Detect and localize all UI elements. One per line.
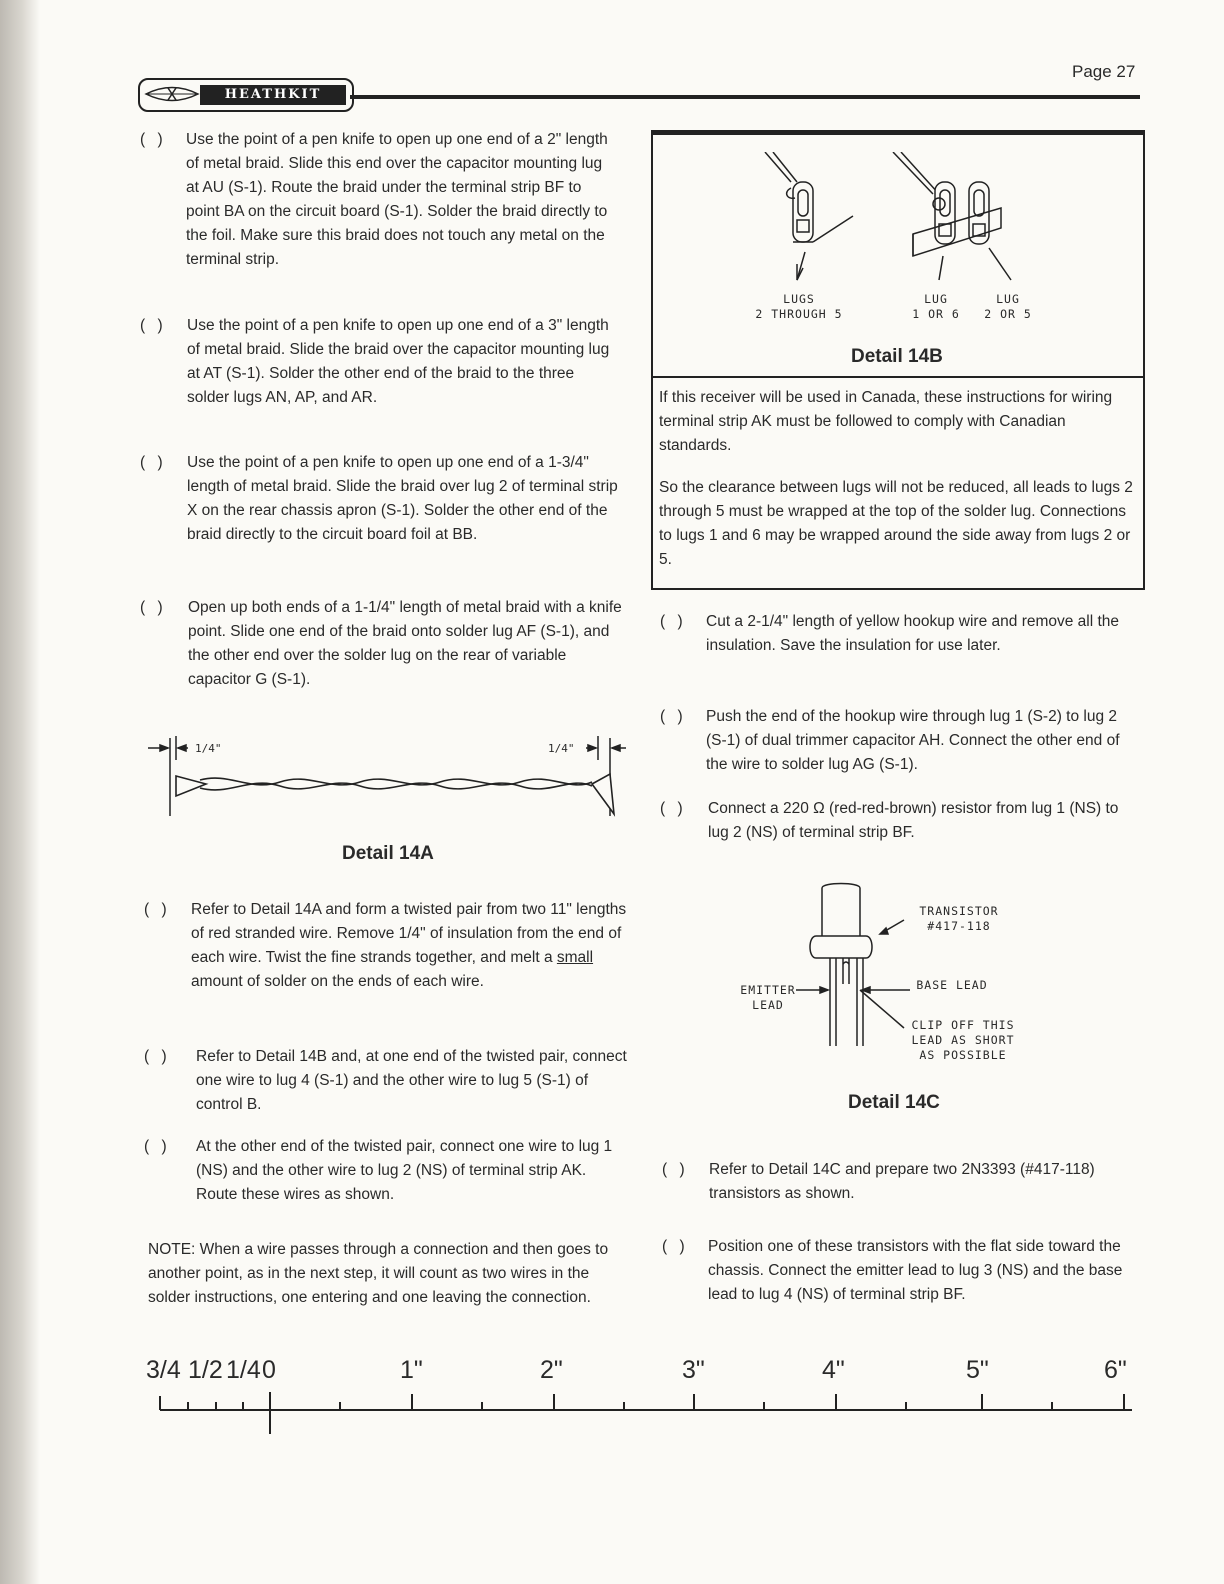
book-spine-shadow <box>0 0 40 1584</box>
page-number: Page 27 <box>1072 62 1136 81</box>
step-checkbox[interactable]: ( ) <box>144 901 167 918</box>
label-base-lead: BASE LEAD <box>916 978 988 992</box>
detail-14b-caption: Detail 14B <box>851 346 943 367</box>
step-checkbox[interactable]: ( ) <box>144 1048 167 1065</box>
step-text: Use the point of a pen knife to open up one end of a 1-3/4" length of metal braid. Slide the braid over lug 2 of terminal strip X on the rear chassis apron (S-1). Solder the other end of the braid directly to the circuit board foil at BB. <box>187 454 618 543</box>
step-checkbox[interactable]: ( ) <box>660 800 683 817</box>
step-text: At the other end of the twisted pair, connect one wire to lug 1 (NS) and the other wire to lug 2 (NS) of terminal strip AK. Route these wires as shown. <box>196 1138 613 1203</box>
step-checkbox[interactable]: ( ) <box>140 599 163 616</box>
step-text: Open up both ends of a 1-1/4" length of metal braid with a knife point. Slide one end of the braid onto solder lug AF (S-1), and the other end over the solder lug on the rear of variable capacitor G (S-1). <box>188 599 622 688</box>
step-checkbox[interactable]: ( ) <box>662 1161 685 1178</box>
heathkit-logo <box>138 78 354 112</box>
logo-emblem-icon <box>144 83 200 105</box>
step-text: Cut a 2-1/4" length of yellow hookup wire and remove all the insulation. Save the insulation for use later. <box>706 613 1120 654</box>
step-checkbox[interactable]: ( ) <box>140 131 163 148</box>
detail-14c-caption: Detail 14C <box>848 1092 940 1113</box>
step-checkbox[interactable]: ( ) <box>140 454 163 471</box>
step-checkbox[interactable]: ( ) <box>660 708 683 725</box>
box-separator <box>653 376 1143 378</box>
step-text: Connect a 220 Ω (red-red-brown) resistor from lug 1 (NS) to lug 2 (NS) of terminal strip BF. <box>708 800 1119 841</box>
label-transistor: TRANSISTOR #417-118 <box>919 904 999 933</box>
ruler-inch-label: 6" <box>1104 1356 1127 1384</box>
ruler-scale <box>150 1384 1140 1436</box>
step-text: Refer to Detail 14C and prepare two 2N3393 (#417-118) transistors as shown. <box>709 1161 1095 1202</box>
ruler-zero-label: 0 <box>262 1356 276 1384</box>
ruler-inch-label: 3" <box>682 1356 705 1384</box>
step-text: Refer to Detail 14A and form a twisted pair from two 11" lengths of red stranded wire. Remove 1/4" of insulation from the end of each wire. Twist the fine strands together, and melt a small amount of solder on the ends of each wire. <box>191 901 627 990</box>
box-top-rule <box>653 132 1143 135</box>
dimension-left-label: 1/4" <box>195 742 222 755</box>
step-text: Push the end of the hookup wire through lug 1 (S-2) to lug 2 (S-1) of dual trimmer capacitor AH. Connect the other end of the wire to solder lug AG (S-1). <box>706 708 1120 773</box>
detail-14c-transistor-drawing <box>740 880 920 1050</box>
label-emitter-lead: EMITTER LEAD <box>740 983 796 1012</box>
step-text: Use the point of a pen knife to open up one end of a 2" length of metal braid. Slide this end over the capacitor mounting lug at AU (S-1). Route the braid under the terminal strip BF to point BA on the circuit board (S-1). Solder the braid directly to the foil. Make sure this braid does not touch any metal on the terminal strip. <box>186 131 608 268</box>
header-rule <box>350 95 1140 99</box>
ruler-inch-label: 2" <box>540 1356 563 1384</box>
logo-text: HEATHKIT <box>200 85 346 105</box>
canada-paragraph: If this receiver will be used in Canada, these instructions for wiring terminal strip AK must be followed to comply with Canadian standards. <box>659 389 1113 454</box>
step-text: Refer to Detail 14B and, at one end of the twisted pair, connect one wire to lug 4 (S-1) and the other wire to lug 5 (S-1) of control B. <box>196 1048 627 1113</box>
clearance-paragraph: So the clearance between lugs will not be reduced, all leads to lugs 2 through 5 must be wrapped at the top of the solder lug. Connections to lugs 1 and 6 may be wrapped around the side away from lugs 2 or 5. <box>659 479 1133 568</box>
emphasis-small: small <box>556 949 594 966</box>
step-checkbox[interactable]: ( ) <box>144 1138 167 1155</box>
note-paragraph: NOTE: When a wire passes through a connection and then goes to another point, as in the next step, it will count as two wires in the solder instructions, one entering and one leaving the connection. <box>148 1241 609 1306</box>
detail-14b-lug-drawing <box>753 152 1053 302</box>
label-clip-lead: CLIP OFF THIS LEAD AS SHORT AS POSSIBLE <box>911 1018 1015 1062</box>
ruler-fraction-label: 1/4 <box>226 1356 261 1384</box>
step-checkbox[interactable]: ( ) <box>662 1238 685 1255</box>
ruler-fraction-label: 1/2 <box>188 1356 223 1384</box>
label-lugs-2-through-5: LUGS 2 THROUGH 5 <box>755 292 843 321</box>
step-checkbox[interactable]: ( ) <box>660 613 683 630</box>
detail-14b-box <box>651 130 1145 590</box>
step-text: Position one of these transistors with the flat side toward the chassis. Connect the emitter lead to lug 3 (NS) and the base lead to lug 4 (NS) of terminal strip BF. <box>708 1238 1123 1303</box>
step-text: Use the point of a pen knife to open up one end of a 3" length of metal braid. Slide the braid over the capacitor mounting lug at AT (S-1). Solder the other end of the braid to the three solder lugs AN, AP, and AR. <box>187 317 610 406</box>
step-checkbox[interactable]: ( ) <box>140 317 163 334</box>
label-lug-2-or-5: LUG 2 OR 5 <box>984 292 1032 321</box>
label-lug-1-or-6: LUG 1 OR 6 <box>912 292 960 321</box>
ruler-fraction-label: 3/4 <box>146 1356 181 1384</box>
ruler-inch-label: 4" <box>822 1356 845 1384</box>
ruler-inch-label: 1" <box>400 1356 423 1384</box>
dimension-right-label: 1/4" <box>548 742 575 755</box>
detail-14a-caption: Detail 14A <box>342 843 434 864</box>
ruler-inch-label: 5" <box>966 1356 989 1384</box>
